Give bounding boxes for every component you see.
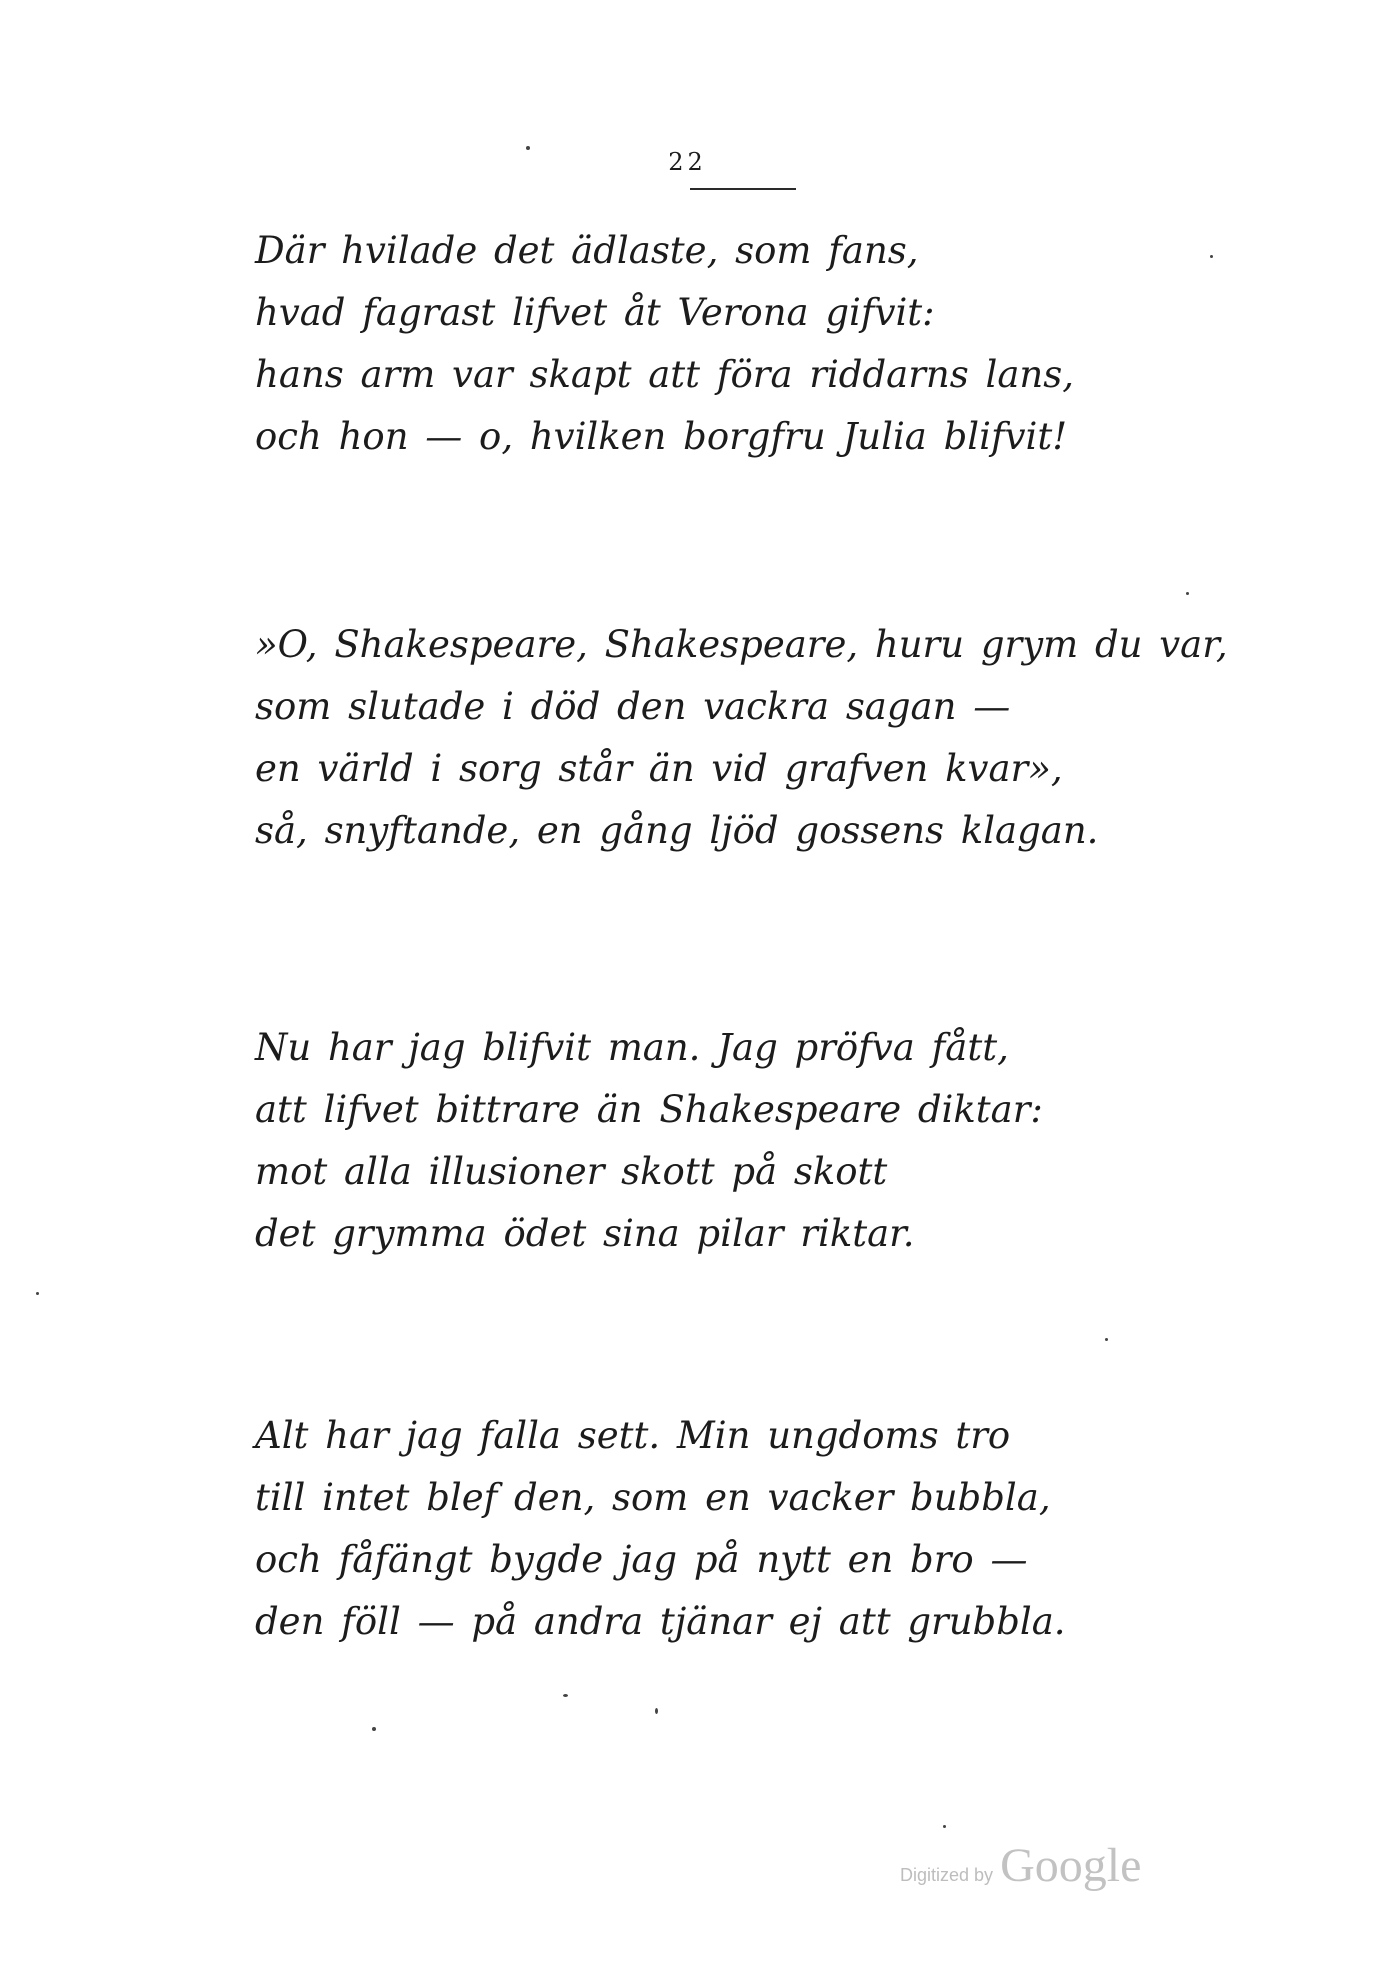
poem-line: en värld i sorg står än vid grafven kvar», (255, 747, 1063, 790)
google-logo: Google (1000, 1839, 1142, 1892)
poem-line: den föll — på andra tjänar ej att grubbla. (255, 1600, 1066, 1643)
stanza-1 (255, 220, 1074, 468)
stanza-4 (255, 1405, 1066, 1653)
scan-speck (526, 146, 530, 150)
poem-line: Alt har jag falla sett. Min ungdoms tro (255, 1414, 1011, 1457)
poem-line: Där hvilade det ädlaste, som fans, (255, 229, 919, 272)
poem-line: Nu har jag blifvit man. Jag pröfva fått, (255, 1026, 1009, 1069)
scan-speck (563, 1694, 568, 1697)
poem-line: och fåfängt bygde jag på nytt en bro — (255, 1538, 1028, 1581)
poem-line: hvad fagrast lifvet åt Verona gifvit: (255, 291, 935, 334)
stanza-3 (255, 1017, 1043, 1265)
poem-line: till intet blef den, som en vacker bubbla, (255, 1476, 1051, 1519)
scan-speck (1186, 592, 1189, 595)
digitized-by-google-watermark (900, 1838, 1190, 1908)
poem-line: »O, Shakespeare, Shakespeare, huru grym du var, (255, 623, 1228, 666)
digitized-label: Digitized by (900, 1865, 994, 1885)
poem-line: som slutade i död den vackra sagan — (255, 685, 1011, 728)
poem-line: och hon — o, hvilken borgfru Julia blifvit! (255, 415, 1068, 458)
page-number: 22 (668, 148, 707, 176)
poem-line: så, snyftande, en gång ljöd gossens klagan. (255, 809, 1099, 852)
poem-line: hans arm var skapt att föra riddarns lans, (255, 353, 1074, 396)
stanza-2 (255, 614, 1228, 862)
scan-speck (655, 1708, 658, 1714)
poem-line: det grymma ödet sina pilar riktar. (255, 1212, 915, 1255)
page-number-rule (690, 188, 796, 190)
poem-line: att lifvet bittrare än Shakespeare diktar: (255, 1088, 1043, 1131)
scan-speck (943, 1825, 946, 1828)
scan-speck (1210, 255, 1213, 258)
scan-speck (36, 1292, 39, 1295)
poem-line: mot alla illusioner skott på skott (255, 1150, 888, 1193)
scan-speck (1105, 1338, 1108, 1341)
scan-speck (372, 1727, 376, 1731)
